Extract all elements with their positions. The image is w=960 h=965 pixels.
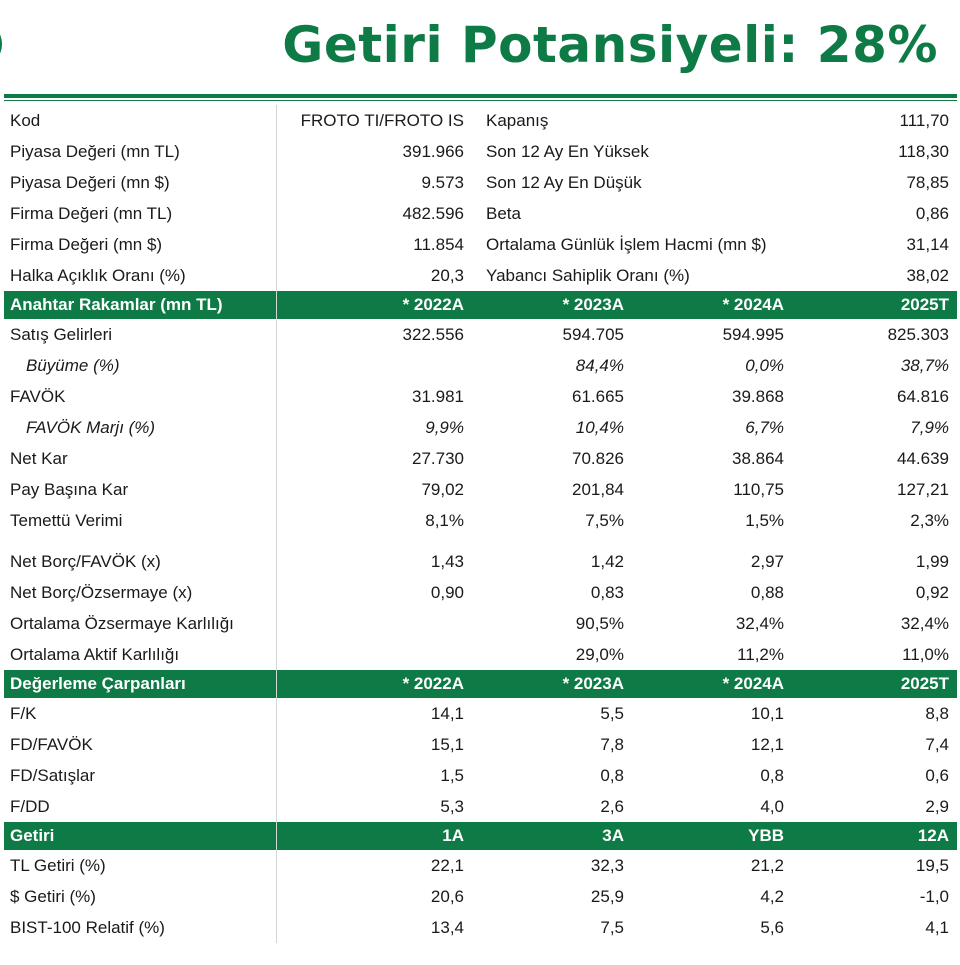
cell-value: 0,6 — [925, 766, 950, 785]
cell-value: 5,5 — [600, 704, 624, 723]
summary-value: FROTO TI/FROTO IS — [300, 111, 464, 130]
summary-value-2: 118,30 — [898, 142, 950, 161]
summary-row — [4, 198, 957, 229]
row-label: F/DD — [10, 797, 50, 816]
cell-value: 2,97 — [750, 552, 785, 571]
cell-value: 8,1% — [425, 511, 464, 530]
table-row — [4, 381, 957, 412]
cell-value: 0,8 — [760, 766, 785, 785]
cell-value: 0,0% — [745, 356, 785, 375]
column-header: 2025T — [792, 670, 957, 698]
column-header: * 2024A — [632, 291, 792, 319]
cell-value: 0,83 — [590, 583, 624, 602]
column-header: * 2024A — [632, 670, 792, 698]
row-label: Büyüme (%) — [26, 356, 120, 375]
row-label: FAVÖK — [10, 387, 66, 406]
cell-value: 8,8 — [925, 704, 950, 723]
summary-value: 11.854 — [413, 235, 464, 254]
column-header: * 2023A — [472, 291, 632, 319]
row-label: FD/Satışlar — [10, 766, 96, 785]
cell-value: 0,88 — [750, 583, 785, 602]
summary-value-2: 111,70 — [899, 111, 950, 130]
cell-value: 13,4 — [430, 918, 464, 937]
cell-value: 2,6 — [600, 797, 624, 816]
cell-value: -1,0 — [919, 887, 950, 906]
row-label: Satış Gelirleri — [10, 325, 113, 344]
cell-value — [277, 608, 472, 639]
summary-label-2: Yabancı Sahiplik Oranı (%) — [486, 266, 690, 285]
column-header: 1A — [277, 822, 472, 850]
cell-value: 322.556 — [402, 325, 464, 344]
cell-value: 10,1 — [750, 704, 785, 723]
table-row — [4, 850, 957, 881]
cell-value: 2,9 — [925, 797, 950, 816]
cell-value: 1,99 — [915, 552, 950, 571]
table-row — [4, 412, 957, 443]
row-spacer — [4, 536, 957, 546]
table-row — [4, 505, 957, 536]
cell-value: 1,43 — [430, 552, 464, 571]
stock-data-table-container — [4, 105, 957, 943]
cell-value: 825.303 — [887, 325, 950, 344]
summary-label-2: Son 12 Ay En Yüksek — [486, 142, 649, 161]
summary-row — [4, 105, 957, 136]
table-row — [4, 350, 957, 381]
column-header: 2025T — [792, 291, 957, 319]
row-label: F/K — [10, 704, 37, 723]
cell-value: 39.868 — [732, 387, 785, 406]
cell-value: 0,90 — [430, 583, 464, 602]
summary-row — [4, 136, 957, 167]
cell-value: 0,8 — [600, 766, 624, 785]
row-label: Net Borç/Özsermaye (x) — [10, 583, 193, 602]
cell-value: 9,9% — [425, 418, 464, 437]
summary-label: Firma Değeri (mn TL) — [10, 204, 173, 223]
section-title: Anahtar Rakamlar (mn TL) — [4, 291, 277, 319]
summary-label-2: Kapanış — [486, 111, 549, 130]
table-row — [4, 443, 957, 474]
summary-value: 20,3 — [430, 266, 464, 285]
cell-value: 0,92 — [915, 583, 950, 602]
key-figures-header — [4, 291, 957, 319]
cell-value: 11,0% — [902, 645, 950, 664]
cell-value: 25,9 — [590, 887, 624, 906]
cell-value: 110,75 — [733, 480, 785, 499]
header-divider — [4, 94, 957, 98]
table-row — [4, 319, 957, 350]
cell-value: 1,5% — [745, 511, 785, 530]
cell-value: 7,4 — [925, 735, 950, 754]
summary-row — [4, 260, 957, 291]
row-label: Ortalama Aktif Karlılığı — [10, 645, 180, 664]
column-divider — [276, 105, 277, 943]
row-label: Temettü Verimi — [10, 511, 123, 530]
cell-value: 29,0% — [575, 645, 624, 664]
cell-value: 4,1 — [925, 918, 950, 937]
row-label: FD/FAVÖK — [10, 735, 93, 754]
cell-value: 14,1 — [430, 704, 464, 723]
summary-row — [4, 167, 957, 198]
cell-value: 15,1 — [430, 735, 464, 754]
row-label: Pay Başına Kar — [10, 480, 129, 499]
cell-value: 127,21 — [897, 480, 950, 499]
cell-value: 84,4% — [575, 356, 624, 375]
summary-value: 391.966 — [402, 142, 464, 161]
table-row — [4, 912, 957, 943]
summary-label: Firma Değeri (mn $) — [10, 235, 163, 254]
stock-data-table — [4, 105, 957, 943]
cell-value: 21,2 — [750, 856, 785, 875]
cell-value: 10,4% — [575, 418, 624, 437]
cell-value: 32,3 — [590, 856, 624, 875]
column-header: 12A — [792, 822, 957, 850]
table-row — [4, 608, 957, 639]
cell-value: 22,1 — [430, 856, 464, 875]
row-label: $ Getiri (%) — [10, 887, 96, 906]
cell-value: 90,5% — [575, 614, 624, 633]
cell-value: 1,42 — [590, 552, 624, 571]
cell-value: 7,5% — [585, 511, 624, 530]
row-label: Ortalama Özsermaye Karlılığı — [10, 614, 234, 633]
cell-value: 38.864 — [732, 449, 785, 468]
column-header: * 2022A — [277, 291, 472, 319]
cell-value: 7,8 — [600, 735, 624, 754]
row-label: FAVÖK Marjı (%) — [26, 418, 156, 437]
cell-value: 44.639 — [897, 449, 950, 468]
cell-value: 32,4% — [735, 614, 785, 633]
cell-value: 7,5 — [600, 918, 624, 937]
cell-value: 31.981 — [412, 387, 464, 406]
cell-value: 64.816 — [897, 387, 950, 406]
multiples-header — [4, 670, 957, 698]
cell-value: 2,3% — [910, 511, 950, 530]
cell-value: 5,6 — [760, 918, 785, 937]
returns-header — [4, 822, 957, 850]
cell-value: 38,7% — [900, 356, 950, 375]
cell-value: 5,3 — [440, 797, 464, 816]
cell-value: 12,1 — [750, 735, 785, 754]
table-row — [4, 760, 957, 791]
cell-value: 19,5 — [915, 856, 950, 875]
summary-label: Piyasa Değeri (mn TL) — [10, 142, 180, 161]
column-header: 3A — [472, 822, 632, 850]
row-label: Net Kar — [10, 449, 68, 468]
cell-value: 79,02 — [421, 480, 464, 499]
summary-label-2: Son 12 Ay En Düşük — [486, 173, 642, 192]
cell-value: 6,7% — [745, 418, 785, 437]
cell-value: 61.665 — [572, 387, 624, 406]
cell-value: 70.826 — [572, 449, 624, 468]
section-title: Değerleme Çarpanları — [4, 670, 277, 698]
logo-icon — [0, 22, 2, 66]
cell-value: 201,84 — [572, 480, 624, 499]
summary-label-2: Ortalama Günlük İşlem Hacmi (mn $) — [486, 235, 767, 254]
summary-label: Halka Açıklık Oranı (%) — [10, 266, 186, 285]
summary-value-2: 0,86 — [915, 204, 950, 223]
summary-label: Kod — [10, 111, 41, 130]
cell-value: 20,6 — [430, 887, 464, 906]
table-row — [4, 729, 957, 760]
table-row — [4, 546, 957, 577]
summary-value-2: 31,14 — [906, 235, 950, 254]
header-divider-thin — [4, 100, 957, 101]
row-label: TL Getiri (%) — [10, 856, 106, 875]
summary-label-2: Beta — [486, 204, 521, 223]
cell-value: 1,5 — [440, 766, 464, 785]
table-row — [4, 881, 957, 912]
row-label: BIST-100 Relatif (%) — [10, 918, 165, 937]
table-row — [4, 577, 957, 608]
cell-value: 32,4% — [900, 614, 950, 633]
table-row — [4, 791, 957, 822]
cell-value: 7,9% — [910, 418, 950, 437]
table-row — [4, 639, 957, 670]
summary-row — [4, 229, 957, 260]
column-header: * 2023A — [472, 670, 632, 698]
table-row — [4, 474, 957, 505]
summary-value-2: 78,85 — [906, 173, 950, 192]
column-header: YBB — [632, 822, 792, 850]
row-label: Net Borç/FAVÖK (x) — [10, 552, 161, 571]
summary-value: 482.596 — [402, 204, 464, 223]
cell-value: 27.730 — [412, 449, 464, 468]
page-title: Getiri Potansiyeli: 28% — [282, 16, 938, 74]
summary-value-2: 38,02 — [906, 266, 950, 285]
cell-value: 4,2 — [760, 887, 785, 906]
cell-value — [277, 639, 472, 670]
column-header: * 2022A — [277, 670, 472, 698]
section-title: Getiri — [4, 822, 277, 850]
cell-value: 594.705 — [562, 325, 624, 344]
summary-value: 9.573 — [421, 173, 464, 192]
summary-label: Piyasa Değeri (mn $) — [10, 173, 170, 192]
cell-value: 594.995 — [722, 325, 785, 344]
cell-value: 11,2% — [737, 645, 785, 664]
cell-value — [277, 350, 472, 381]
report-header — [0, 0, 960, 92]
table-row — [4, 698, 957, 729]
cell-value: 4,0 — [760, 797, 785, 816]
